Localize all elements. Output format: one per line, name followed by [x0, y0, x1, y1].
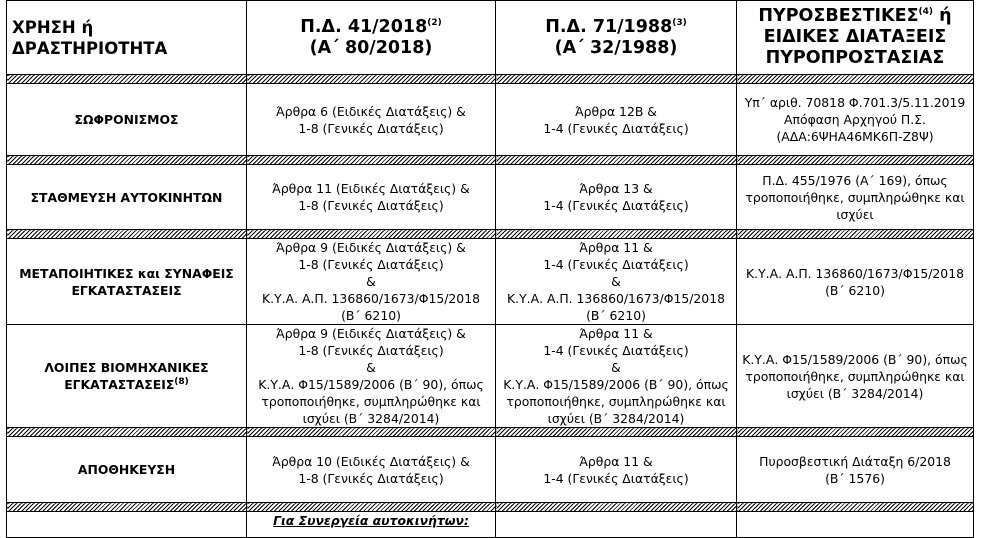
activity-cell: ΣΩΦΡΟΝΙΣΜΟΣ [7, 84, 247, 156]
activity-cell: ΣΤΑΘΜΕΥΣΗ ΑΥΤΟΚΙΝΗΤΩΝ [7, 165, 247, 230]
pd41-cell: Άρθρα 10 (Ειδικές Διατάξεις) & 1-8 (Γενικές Διατάξεις) [247, 437, 496, 503]
fire-provisions-cell: Πυροσβεστική Διάταξη 6/2018 (Β΄ 1576) [737, 437, 974, 503]
pd71-cell [496, 512, 737, 538]
row-separator [7, 156, 974, 165]
fire-provisions-cell: Υπ΄ αριθ. 70818 Φ.701.3/5.11.2019 Απόφαση Αρχηγού Π.Σ. (ΑΔΑ:6ΨΗΑ46ΜΚ6Π-Ζ8Ψ) [737, 84, 974, 156]
table-row [7, 84, 974, 156]
header-activity: ΧΡΗΣΗ ή ΔΡΑΣΤΗΡΙΟΤΗΤΑ [7, 1, 247, 75]
pd71-cell: Άρθρα 11 & 1-4 (Γενικές Διατάξεις) [496, 437, 737, 503]
pd71-cell: Άρθρα 11 & 1-4 (Γενικές Διατάξεις) & Κ.Υ.Α. Φ15/1589/2006 (Β΄ 90), όπως τροποποιήθηκε, συμπληρώθηκε και ισχύει (Β΄ 3284/2014) [496, 325, 737, 428]
row-separator [7, 75, 974, 84]
table-row [7, 512, 974, 538]
fire-provisions-cell [737, 512, 974, 538]
pd41-cell: Άρθρα 9 (Ειδικές Διατάξεις) & 1-8 (Γενικές Διατάξεις) & Κ.Υ.Α. Α.Π. 136860/1673/Φ15/2018 (Β΄ 6210) [247, 239, 496, 325]
pd41-cell [247, 512, 496, 538]
footnote-ref: (8) [174, 376, 189, 387]
pd71-cell: Άρθρα 11 & 1-4 (Γενικές Διατάξεις) & Κ.Υ.Α. Α.Π. 136860/1673/Φ15/2018 (Β΄ 6210) [496, 239, 737, 325]
table-row [7, 437, 974, 503]
header-fire-provisions: ΠΥΡΟΣΒΕΣΤΙΚΕΣ$^{(4)}$ ή ΕΙΔΙΚΕΣ ΔΙΑΤΑΞΕΙΣ ΠΥΡΟΠΡΟΣΤΑΣΙΑΣ [737, 1, 974, 75]
row-separator [7, 230, 974, 239]
pd41-cell: Άρθρα 9 (Ειδικές Διατάξεις) & 1-8 (Γενικές Διατάξεις) & Κ.Υ.Α. Φ15/1589/2006 (Β΄ 90), όπως τροποποιήθηκε, συμπληρώθηκε και ισχύει (Β΄ 3284/2014) [247, 325, 496, 428]
fire-provisions-cell: Κ.Υ.Α. Α.Π. 136860/1673/Φ15/2018 (Β΄ 6210) [737, 239, 974, 325]
activity-cell: ΛΟΙΠΕΣ ΒΙΟΜΗΧΑΝΙΚΕΣ ΕΓΚΑΤΑΣΤΑΣΕΙΣ$^{(8)}$ [7, 325, 247, 428]
pd71-cell: Άρθρα 12Β & 1-4 (Γενικές Διατάξεις) [496, 84, 737, 156]
table-row [7, 165, 974, 230]
row-separator [7, 428, 974, 437]
fire-provisions-cell: Κ.Υ.Α. Φ15/1589/2006 (Β΄ 90), όπως τροποποιήθηκε, συμπληρώθηκε και ισχύει (Β΄ 3284/2014) [737, 325, 974, 428]
pd41-cell: Άρθρα 6 (Ειδικές Διατάξεις) & 1-8 (Γενικές Διατάξεις) [247, 84, 496, 156]
activity-cell: ΑΠΟΘΗΚΕΥΣΗ [7, 437, 247, 503]
table-row [7, 239, 974, 325]
pd71-cell: Άρθρα 13 & 1-4 (Γενικές Διατάξεις) [496, 165, 737, 230]
footnote-ref: (3) [672, 17, 687, 28]
header-row [7, 1, 974, 75]
activity-cell: ΜΕΤΑΠΟΙΗΤΙΚΕΣ και ΣΥΝΑΦΕΙΣ ΕΓΚΑΤΑΣΤΑΣΕΙΣ [7, 239, 247, 325]
activity-cell [7, 512, 247, 538]
row-separator [7, 503, 974, 512]
footnote-ref: (2) [427, 17, 442, 28]
header-pd-71-1988: Π.Δ. 71/1988$^{(3)}$ (Α΄ 32/1988) [496, 1, 737, 75]
header-pd-41-2018: Π.Δ. 41/2018$^{(2)}$ (Α΄ 80/2018) [247, 1, 496, 75]
fire-provisions-cell: Π.Δ. 455/1976 (Α΄ 169), όπως τροποποιήθηκε, συμπληρώθηκε και ισχύει [737, 165, 974, 230]
footnote-ref: (4) [918, 7, 934, 18]
regulations-table [6, 0, 974, 538]
subheading: Για Συνεργεία αυτοκινήτων: [273, 513, 469, 528]
table-row [7, 325, 974, 428]
pd41-cell: Άρθρα 11 (Ειδικές Διατάξεις) & 1-8 (Γενικές Διατάξεις) [247, 165, 496, 230]
